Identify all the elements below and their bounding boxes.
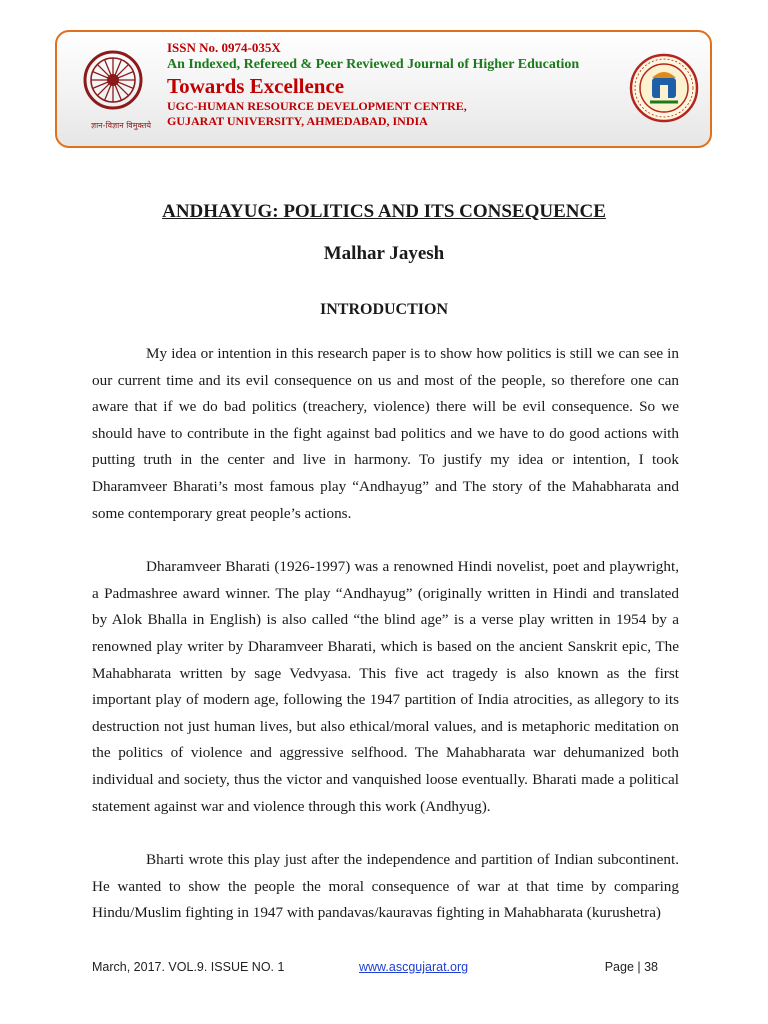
journal-description: An Indexed, Refereed & Peer Reviewed Journal of Higher Education bbox=[167, 57, 580, 72]
article-title: ANDHAYUG: POLITICS AND ITS CONSEQUENCE bbox=[162, 201, 606, 222]
university-seal bbox=[628, 52, 700, 124]
issue-info: March, 2017. VOL.9. ISSUE NO. 1 bbox=[92, 960, 285, 974]
header-text-block bbox=[167, 40, 579, 129]
paragraph: My idea or intention in this research paper is to show how politics is still we can see in our current time and its evil consequence on us and most of the people, so therefore one can aware that if we do bad politics (treachery, violence) there will be evil consequence. So we should have to contribute in the fight against bad politics and we have to do good actions with putting truth in the center and live in harmony. To justify my idea or intention, I took Dharamveer Bharati’s most famous play “Andhayug” and The story of the Mahabharata and some contemporary great people’s actions. bbox=[92, 345, 679, 522]
gujarat-university-seal-icon bbox=[628, 52, 700, 124]
article-body bbox=[92, 341, 679, 954]
university-name: GUJARAT UNIVERSITY, AHMEDABAD, INDIA bbox=[167, 114, 428, 128]
issn-number: ISSN No. 0974-035X bbox=[167, 40, 281, 55]
section-heading: INTRODUCTION bbox=[319, 301, 448, 318]
article-author: Malhar Jayesh bbox=[323, 243, 445, 264]
ugc-chakra-logo-icon bbox=[77, 46, 149, 118]
paragraph: Bharti wrote this play just after the independence and partition of Indian subcontinent. He wanted to show the people the moral consequence of war at that time by comparing Hindu/Muslim fighting in 1947 with pandavas/kauravas fighting in Mahabharata (kurushetra) bbox=[92, 851, 679, 922]
logo-caption: ज्ञान-विज्ञान विमुक्तये bbox=[90, 121, 152, 130]
paragraph: Dharamveer Bharati (1926-1997) was a renowned Hindi novelist, poet and playwright, a Padmashree award winner. The play “Andhayug” (originally written in Hindi and translated by Alok Bhalla in English) is also called “the blind age” is a verse play written in 1954 by a renowned play writer by Dharamveer Bharati, which is based on the ancient Sanskrit epic, The Mahabharata written by sage Vedvyasa. This five act tragedy is also known as the first important play of modern age, following the 1947 partition of India atrocities, as allegory to its destruction not just human lives, but also ethical/moral values, and is metaphoric meditation on the politics of violence and aggressive selfhood. The Mahabharata war dehumanized both individual and society, thus the victor and vanquished loose eventually. Bharati made a political statement against war and violence through this work (Andhyug). bbox=[92, 558, 679, 815]
website-link[interactable]: www.ascgujarat.org bbox=[359, 960, 469, 974]
ugc-logo bbox=[77, 46, 152, 138]
journal-title: Towards Excellence bbox=[167, 74, 345, 98]
journal-header-banner bbox=[55, 30, 712, 148]
page-number: Page | 38 bbox=[604, 960, 658, 974]
page-footer bbox=[92, 960, 658, 978]
centre-name: UGC-HUMAN RESOURCE DEVELOPMENT CENTRE, bbox=[167, 99, 467, 113]
